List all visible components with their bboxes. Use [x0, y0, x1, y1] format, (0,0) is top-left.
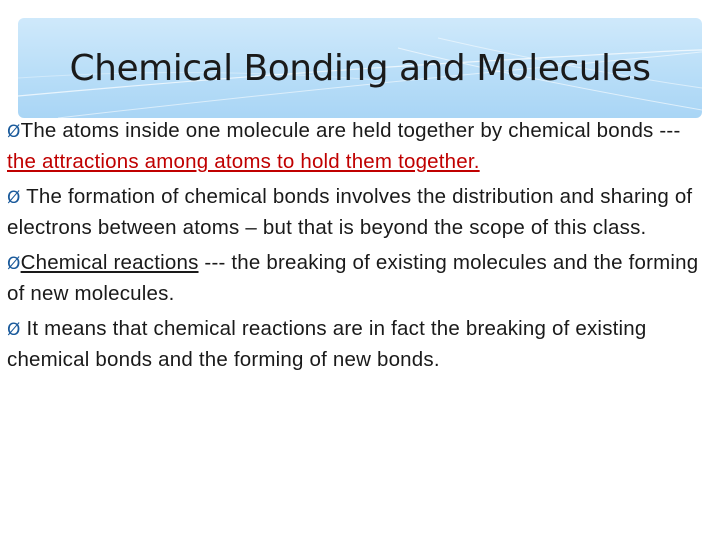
arrow-bullet-icon: Ø [7, 254, 21, 274]
slide-body [7, 116, 713, 380]
paragraph-text: --- the breaking of existing molecules and the forming of new molecules. [7, 251, 699, 305]
underlined-term: Chemical reactions [20, 251, 199, 274]
slide-title: Chemical Bonding and Molecules [69, 48, 651, 89]
bullet-paragraph-3 [7, 248, 713, 308]
paragraph-text: It means that chemical reactions are in fact the breaking of existing chemical bonds and the forming of new bonds. [7, 317, 647, 371]
arrow-bullet-icon: Ø [7, 188, 21, 208]
paragraph-text: The formation of chemical bonds involves the distribution and sharing of electrons between atoms – but that is beyond the scope of this class. [7, 185, 693, 239]
arrow-bullet-icon: Ø [7, 320, 21, 340]
bullet-paragraph-4 [7, 314, 713, 374]
paragraph-text: The atoms inside one molecule are held together by chemical bonds --- [20, 119, 681, 142]
title-banner [18, 18, 702, 118]
bullet-paragraph-2 [7, 182, 713, 242]
bullet-paragraph-1 [7, 116, 713, 176]
arrow-bullet-icon: Ø [7, 122, 21, 142]
highlighted-definition: the attractions among atoms to hold them together. [7, 150, 480, 173]
